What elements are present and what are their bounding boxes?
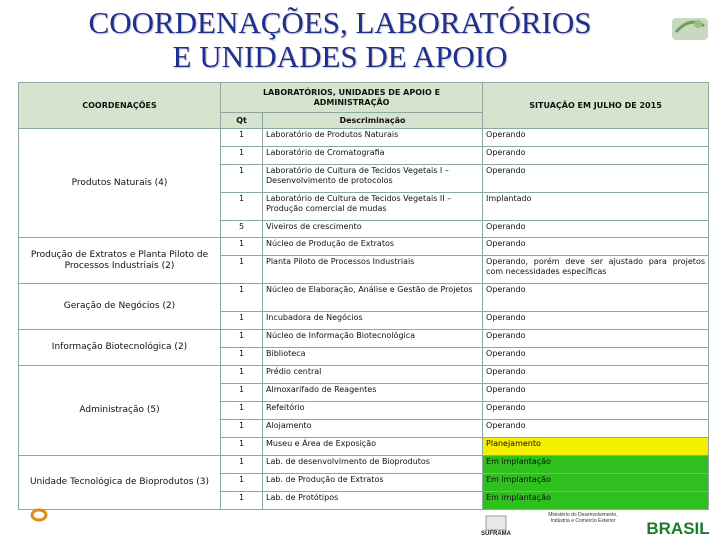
row-status: Operando: [483, 238, 709, 256]
row-status: Operando: [483, 402, 709, 420]
row-status-implementation: Em implantação: [483, 474, 709, 492]
row-status: Implantado: [483, 193, 709, 221]
row-qt: 1: [221, 193, 263, 221]
row-desc: Lab. de Protótipos: [263, 492, 483, 510]
row-desc: Viveiros de crescimento: [263, 221, 483, 238]
header-qt: Qt: [221, 113, 263, 129]
header-situacao: SITUAÇÃO EM JULHO DE 2015: [483, 83, 709, 129]
header-coordenacoes: COORDENAÇÕES: [19, 83, 221, 129]
row-desc: Núcleo de Elaboração, Análise e Gestão de Projetos: [263, 284, 483, 312]
row-qt: 1: [221, 330, 263, 348]
row-qt: 1: [221, 284, 263, 312]
row-desc: Refeitório: [263, 402, 483, 420]
group-produtos-naturais: Produtos Naturais (4): [19, 129, 221, 238]
row-qt: 1: [221, 420, 263, 438]
row-qt: 5: [221, 221, 263, 238]
row-desc: Almoxarifado de Reagentes: [263, 384, 483, 402]
institution-logo-icon: [668, 12, 712, 46]
row-qt: 1: [221, 384, 263, 402]
row-qt: 1: [221, 256, 263, 284]
coordination-table: [18, 82, 708, 514]
row-desc: Laboratório de Cromatografia: [263, 147, 483, 165]
row-status-implementation: Em implantação: [483, 456, 709, 474]
ministry-caption: Ministério do Desenvolvimento, Indústria e Comércio Exterior: [548, 512, 618, 524]
group-producao-extratos: Produção de Extratos e Planta Piloto de Processos Industriais (2): [19, 238, 221, 284]
row-desc: Laboratório de Cultura de Tecidos Vegetais I – Desenvolvimento de protocolos: [263, 165, 483, 193]
seal-text: SUFRAMA: [481, 531, 511, 537]
row-qt: 1: [221, 312, 263, 330]
row-qt: 1: [221, 456, 263, 474]
row-desc: Laboratório de Cultura de Tecidos Vegetais II – Produção comercial de mudas: [263, 193, 483, 221]
row-desc: Incubadora de Negócios: [263, 312, 483, 330]
table-row: [19, 129, 709, 147]
row-status-implementation: Em implantação: [483, 492, 709, 510]
row-status: Operando: [483, 147, 709, 165]
row-qt: 1: [221, 129, 263, 147]
group-administracao: Administração (5): [19, 366, 221, 456]
table-row: [19, 456, 709, 474]
row-status: Operando: [483, 129, 709, 147]
brasil-text: BRASIL: [646, 519, 710, 538]
row-qt: 1: [221, 474, 263, 492]
row-desc: Biblioteca: [263, 348, 483, 366]
row-qt: 1: [221, 238, 263, 256]
row-status: Operando: [483, 330, 709, 348]
row-status: Operando, porém deve ser ajustado para projetos com necessidades específicas: [483, 256, 709, 284]
table-row: [19, 366, 709, 384]
group-informacao-biotecnologica: Informação Biotecnológica (2): [19, 330, 221, 366]
row-status: Operando: [483, 348, 709, 366]
row-qt: 1: [221, 438, 263, 456]
header-descricao: Descriminação: [263, 113, 483, 129]
row-desc: Lab. de Produção de Extratos: [263, 474, 483, 492]
page-title: [0, 6, 680, 74]
row-status: Operando: [483, 165, 709, 193]
row-qt: 1: [221, 147, 263, 165]
row-status: Operando: [483, 384, 709, 402]
row-desc: Planta Piloto de Processos Industriais: [263, 256, 483, 284]
row-qt: 1: [221, 366, 263, 384]
row-qt: 1: [221, 165, 263, 193]
title-line-2: E UNIDADES DE APOIO: [172, 39, 508, 74]
row-qt: 1: [221, 492, 263, 510]
group-unidade-tecnologica: Unidade Tecnológica de Bioprodutos (3): [19, 456, 221, 510]
row-status-planning: Planejamento: [483, 438, 709, 456]
orange-mark-icon: [30, 508, 48, 522]
row-desc: Núcleo de Produção de Extratos: [263, 238, 483, 256]
row-status: Operando: [483, 284, 709, 312]
header-labs: LABORATÓRIOS, UNIDADES DE APOIO E ADMINISTRAÇÃO: [221, 83, 483, 113]
suframa-seal-icon: [466, 514, 526, 540]
row-status: Operando: [483, 221, 709, 238]
group-geracao-negocios: Geração de Negócios (2): [19, 284, 221, 330]
row-desc: Lab. de desenvolvimento de Bioprodutos: [263, 456, 483, 474]
row-status: Operando: [483, 366, 709, 384]
row-desc: Laboratório de Produtos Naturais: [263, 129, 483, 147]
row-qt: 1: [221, 348, 263, 366]
row-status: Operando: [483, 420, 709, 438]
row-desc: Museu e Área de Exposição: [263, 438, 483, 456]
row-status: Operando: [483, 312, 709, 330]
title-line-1: COORDENAÇÕES, LABORATÓRIOS: [88, 5, 592, 40]
table-row: [19, 238, 709, 256]
row-desc: Núcleo de Informação Biotecnológica: [263, 330, 483, 348]
row-desc: Alojamento: [263, 420, 483, 438]
table-row: [19, 330, 709, 348]
row-qt: 1: [221, 402, 263, 420]
row-desc: Prédio central: [263, 366, 483, 384]
table-row: [19, 284, 709, 312]
brasil-logo-icon: [640, 512, 716, 538]
